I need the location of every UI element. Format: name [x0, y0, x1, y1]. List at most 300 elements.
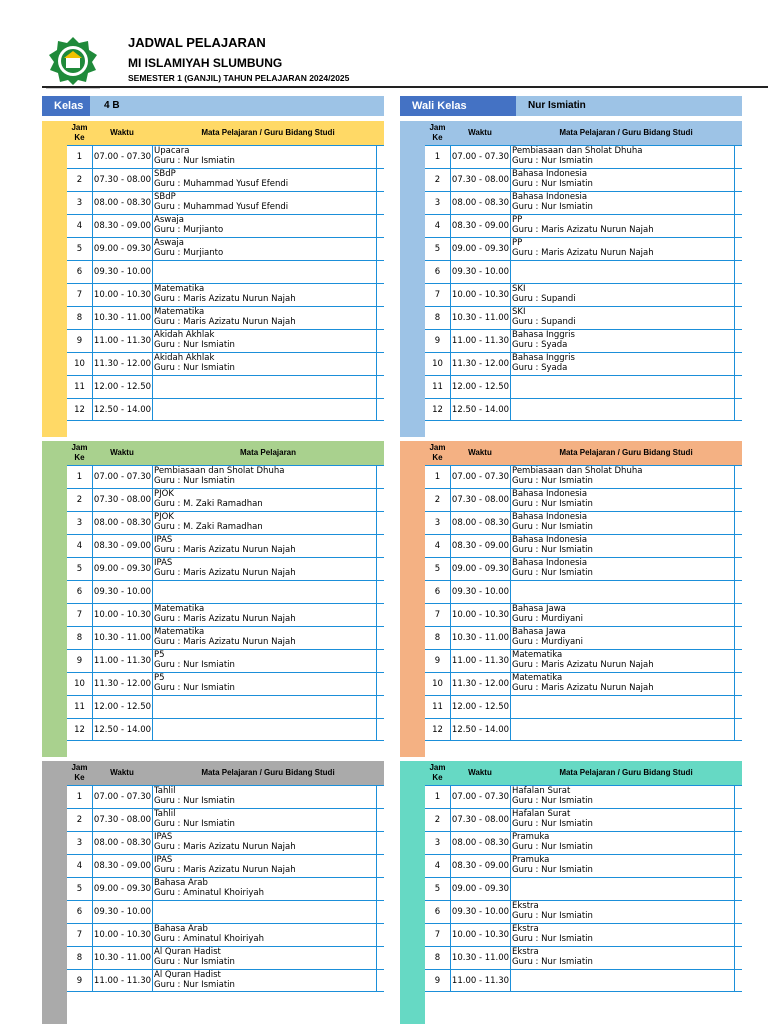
teacher-name: Guru : Nur Ismiatin [512, 568, 593, 578]
teacher-name: Guru : Murdiyani [512, 637, 583, 647]
subject-cell [152, 284, 377, 306]
panel-color-strip [400, 441, 425, 757]
teacher-name: Guru : Murjianto [154, 225, 224, 235]
teacher-name: Guru : Maris Azizatu Nurun Najah [154, 842, 296, 852]
subject-cell [152, 215, 377, 237]
teacher-name: Guru : Nur Ismiatin [512, 865, 593, 875]
header-waktu: Waktu [110, 128, 134, 137]
period-number: 6 [434, 267, 441, 277]
subject-cell [152, 169, 377, 191]
table-row [425, 352, 742, 375]
table-row [67, 465, 384, 488]
period-time: 10.00 - 10.30 [92, 284, 152, 306]
period-number: 3 [434, 198, 441, 208]
teacher-name: Guru : Nur Ismiatin [512, 842, 593, 852]
period-time: 07.00 - 07.30 [92, 466, 152, 488]
table-row [67, 398, 384, 421]
period-time: 08.30 - 09.00 [92, 855, 152, 877]
period-number: 12 [74, 725, 85, 735]
period-time: 11.30 - 12.00 [92, 673, 152, 695]
table-row [425, 900, 742, 923]
period-number: 8 [434, 313, 441, 323]
subject-cell [152, 696, 377, 718]
table-row [67, 306, 384, 329]
period-time: 07.00 - 07.30 [92, 146, 152, 168]
header-mata-pelajaran: Mata Pelajaran [239, 448, 297, 457]
table-row [67, 946, 384, 969]
period-time: 09.00 - 09.30 [92, 238, 152, 260]
period-time: 07.30 - 08.00 [92, 169, 152, 191]
table-row [67, 718, 384, 741]
wali-value: Nur Ismiatin [528, 100, 586, 111]
period-number: 6 [76, 907, 83, 917]
teacher-name: Guru : Muhammad Yusuf Efendi [154, 179, 289, 189]
table-body [67, 465, 384, 741]
subject-name: Bahasa Arab [154, 924, 208, 934]
subject-cell [152, 832, 377, 854]
table-row [425, 306, 742, 329]
subject-cell [510, 512, 735, 534]
teacher-name: Guru : M. Zaki Ramadhan [154, 499, 263, 509]
subject-cell [152, 353, 377, 375]
subject-cell [152, 627, 377, 649]
period-time: 09.00 - 09.30 [450, 878, 510, 900]
subject-name: IPAS [154, 535, 173, 545]
period-time: 08.00 - 08.30 [92, 832, 152, 854]
subject-cell [510, 696, 735, 718]
table-row [67, 375, 384, 398]
subject-name: Upacara [154, 146, 190, 156]
subject-cell [510, 924, 735, 946]
period-number: 7 [434, 290, 441, 300]
subject-cell [510, 786, 735, 808]
table-header [67, 441, 384, 465]
header-waktu: Waktu [468, 448, 492, 457]
teacher-name: Guru : Nur Ismiatin [512, 796, 593, 806]
period-number: 11 [432, 702, 443, 712]
table-row [67, 785, 384, 808]
teacher-name: Guru : Maris Azizatu Nurun Najah [512, 683, 654, 693]
table-body [67, 785, 384, 992]
period-number: 2 [76, 175, 83, 185]
period-number: 1 [434, 472, 441, 482]
table-row [425, 283, 742, 306]
header-mata-pelajaran: Mata Pelajaran / Guru Bidang Studi [559, 448, 693, 457]
period-time: 11.00 - 11.30 [450, 330, 510, 352]
subject-cell [152, 146, 377, 168]
subject-cell [152, 970, 377, 992]
period-time: 09.00 - 09.30 [450, 238, 510, 260]
teacher-name: Guru : Muhammad Yusuf Efendi [154, 202, 289, 212]
subject-cell [510, 673, 735, 695]
subject-name: P5 [154, 650, 165, 660]
subject-cell [152, 535, 377, 557]
teacher-name: Guru : Nur Ismiatin [512, 476, 593, 486]
period-number: 1 [76, 472, 83, 482]
period-time: 10.00 - 10.30 [92, 604, 152, 626]
period-time: 10.00 - 10.30 [92, 924, 152, 946]
table-row [67, 168, 384, 191]
header-waktu: Waktu [110, 768, 134, 777]
subject-name: Tahlil [154, 809, 176, 819]
subject-name: P5 [154, 673, 165, 683]
period-time: 08.00 - 08.30 [450, 192, 510, 214]
table-row [425, 168, 742, 191]
subject-cell [510, 947, 735, 969]
subject-cell [152, 330, 377, 352]
panel-color-strip [42, 761, 67, 1024]
teacher-name: Guru : Nur Ismiatin [512, 499, 593, 509]
header-jam-ke: Jam Ke [429, 443, 446, 462]
subject-cell [510, 307, 735, 329]
period-number: 8 [434, 953, 441, 963]
table-row [425, 854, 742, 877]
teacher-name: Guru : Syada [512, 340, 568, 350]
semester-info: SEMESTER 1 (GANJIL) TAHUN PELAJARAN 2024/2025 [128, 73, 350, 83]
table-row [425, 214, 742, 237]
period-number: 2 [434, 175, 441, 185]
subject-cell [510, 970, 735, 992]
period-number: 11 [432, 382, 443, 392]
subject-name: Al Quran Hadist [154, 970, 221, 980]
subject-cell [510, 261, 735, 283]
subject-cell [152, 261, 377, 283]
table-row [425, 718, 742, 741]
period-time: 07.30 - 08.00 [450, 489, 510, 511]
header-jam-ke: Jam Ke [71, 443, 88, 462]
period-number: 9 [76, 976, 83, 986]
period-time: 11.00 - 11.30 [92, 650, 152, 672]
period-number: 1 [434, 792, 441, 802]
table-row [67, 969, 384, 992]
table-row [425, 672, 742, 695]
period-number: 4 [76, 541, 83, 551]
table-row [67, 626, 384, 649]
subject-cell [510, 399, 735, 421]
period-number: 2 [76, 495, 83, 505]
period-number: 1 [76, 792, 83, 802]
period-number: 4 [434, 221, 441, 231]
kelas-value: 4 B [104, 100, 120, 111]
subject-cell [510, 353, 735, 375]
period-number: 5 [76, 884, 83, 894]
subject-cell [510, 719, 735, 741]
period-number: 1 [434, 152, 441, 162]
subject-name: IPAS [154, 832, 173, 842]
period-time: 09.00 - 09.30 [92, 878, 152, 900]
period-time: 12.50 - 14.00 [450, 399, 510, 421]
table-row [425, 260, 742, 283]
subject-name: Pramuka [512, 855, 550, 865]
period-number: 3 [76, 198, 83, 208]
period-number: 7 [434, 610, 441, 620]
period-time: 10.30 - 11.00 [450, 947, 510, 969]
teacher-name: Guru : Nur Ismiatin [154, 340, 235, 350]
period-time: 11.00 - 11.30 [450, 650, 510, 672]
teacher-name: Guru : Nur Ismiatin [512, 179, 593, 189]
teacher-name: Guru : Nur Ismiatin [154, 363, 235, 373]
table-row [67, 695, 384, 718]
subject-name: Matematika [154, 627, 205, 637]
header-waktu: Waktu [468, 768, 492, 777]
teacher-name: Guru : M. Zaki Ramadhan [154, 522, 263, 532]
subject-name: IPAS [154, 558, 173, 568]
subject-cell [152, 901, 377, 923]
table-row [425, 237, 742, 260]
period-time: 08.00 - 08.30 [450, 832, 510, 854]
period-time: 09.00 - 09.30 [450, 558, 510, 580]
panel-color-strip [400, 121, 425, 437]
subject-name: Pembiasaan dan Sholat Dhuha [154, 466, 285, 476]
teacher-name: Guru : Nur Ismiatin [154, 980, 235, 990]
period-time: 09.30 - 10.00 [450, 901, 510, 923]
subject-cell [152, 238, 377, 260]
teacher-name: Guru : Syada [512, 363, 568, 373]
period-number: 9 [434, 656, 441, 666]
teacher-name: Guru : Aminatul Khoiriyah [154, 888, 264, 898]
table-row [67, 352, 384, 375]
period-time: 12.50 - 14.00 [450, 719, 510, 741]
subject-name: Matematika [154, 284, 205, 294]
period-time: 10.00 - 10.30 [450, 284, 510, 306]
period-time: 10.30 - 11.00 [92, 947, 152, 969]
table-row [67, 511, 384, 534]
period-time: 11.00 - 11.30 [450, 970, 510, 992]
table-row [67, 580, 384, 603]
period-number: 4 [434, 861, 441, 871]
subject-name: PP [512, 238, 523, 248]
subject-cell [152, 307, 377, 329]
subject-cell [510, 169, 735, 191]
header-jam-ke: Jam Ke [71, 763, 88, 782]
period-time: 08.30 - 09.00 [92, 215, 152, 237]
teacher-name: Guru : Maris Azizatu Nurun Najah [154, 865, 296, 875]
header-mata-pelajaran: Mata Pelajaran / Guru Bidang Studi [559, 768, 693, 777]
subject-cell [152, 650, 377, 672]
period-time: 10.30 - 11.00 [450, 307, 510, 329]
period-number: 3 [434, 838, 441, 848]
subject-cell [152, 489, 377, 511]
subject-cell [152, 878, 377, 900]
period-number: 6 [76, 267, 83, 277]
subject-name: Pramuka [512, 832, 550, 842]
teacher-name: Guru : Maris Azizatu Nurun Najah [154, 317, 296, 327]
header-waktu: Waktu [468, 128, 492, 137]
kelas-bar [42, 96, 384, 116]
period-time: 09.30 - 10.00 [450, 261, 510, 283]
period-number: 4 [76, 221, 83, 231]
period-number: 3 [76, 838, 83, 848]
table-row [425, 649, 742, 672]
teacher-name: Guru : Nur Ismiatin [512, 156, 593, 166]
period-time: 10.30 - 11.00 [450, 627, 510, 649]
period-number: 2 [434, 815, 441, 825]
period-number: 2 [76, 815, 83, 825]
subject-cell [510, 878, 735, 900]
period-number: 12 [432, 725, 443, 735]
teacher-name: Guru : Nur Ismiatin [154, 660, 235, 670]
subject-name: Bahasa Indonesia [512, 535, 588, 545]
teacher-name: Guru : Maris Azizatu Nurun Najah [512, 248, 654, 258]
subject-cell [510, 581, 735, 603]
subject-name: PP [512, 215, 523, 225]
subject-name: Matematika [512, 650, 563, 660]
subject-name: Bahasa Indonesia [512, 169, 588, 179]
subject-cell [510, 558, 735, 580]
period-time: 11.00 - 11.30 [92, 330, 152, 352]
table-row [425, 831, 742, 854]
period-number: 10 [74, 679, 85, 689]
subject-cell [152, 809, 377, 831]
header-jam-ke: Jam Ke [429, 123, 446, 142]
table-row [425, 557, 742, 580]
subject-cell [510, 146, 735, 168]
subject-name: Bahasa Inggris [512, 353, 575, 363]
table-row [425, 534, 742, 557]
header-mata-pelajaran: Mata Pelajaran / Guru Bidang Studi [201, 128, 335, 137]
table-row [425, 808, 742, 831]
table-row [67, 672, 384, 695]
period-number: 9 [76, 336, 83, 346]
header-waktu: Waktu [110, 448, 134, 457]
subject-cell [510, 466, 735, 488]
teacher-name: Guru : Nur Ismiatin [512, 911, 593, 921]
period-time: 10.00 - 10.30 [450, 604, 510, 626]
teacher-name: Guru : Nur Ismiatin [154, 156, 235, 166]
period-number: 1 [76, 152, 83, 162]
table-row [425, 375, 742, 398]
period-time: 11.30 - 12.00 [92, 353, 152, 375]
period-time: 09.30 - 10.00 [92, 581, 152, 603]
teacher-name: Guru : Maris Azizatu Nurun Najah [154, 294, 296, 304]
period-number: 11 [74, 702, 85, 712]
panel-color-strip [42, 441, 67, 757]
period-time: 12.00 - 12.50 [450, 696, 510, 718]
subject-cell [152, 855, 377, 877]
subject-name: Ekstra [512, 901, 539, 911]
subject-name: Ekstra [512, 924, 539, 934]
subject-cell [510, 376, 735, 398]
period-time: 12.50 - 14.00 [92, 399, 152, 421]
table-row [67, 557, 384, 580]
period-time: 08.00 - 08.30 [92, 192, 152, 214]
period-time: 10.30 - 11.00 [92, 307, 152, 329]
period-number: 12 [74, 405, 85, 415]
teacher-name: Guru : Supandi [512, 317, 576, 327]
school-name: MI ISLAMIYAH SLUMBUNG [128, 56, 283, 70]
subject-name: Matematika [154, 307, 205, 317]
table-row [425, 191, 742, 214]
period-number: 9 [76, 656, 83, 666]
table-body [425, 465, 742, 741]
teacher-name: Guru : Nur Ismiatin [512, 934, 593, 944]
table-body [425, 785, 742, 992]
subject-cell [152, 604, 377, 626]
teacher-name: Guru : Nur Ismiatin [512, 202, 593, 212]
subject-cell [510, 238, 735, 260]
subject-cell [152, 192, 377, 214]
table-row [67, 260, 384, 283]
table-row [67, 877, 384, 900]
subject-cell [152, 558, 377, 580]
teacher-name: Guru : Nur Ismiatin [512, 957, 593, 967]
subject-name: SBdP [154, 192, 176, 202]
subject-name: Aswaja [154, 215, 184, 225]
subject-name: Bahasa Jawa [512, 627, 566, 637]
table-header [67, 121, 384, 145]
subject-cell [510, 192, 735, 214]
subject-name: Ekstra [512, 947, 539, 957]
table-header [425, 761, 742, 785]
header-mata-pelajaran: Mata Pelajaran / Guru Bidang Studi [559, 128, 693, 137]
subject-cell [152, 924, 377, 946]
table-row [67, 808, 384, 831]
period-time: 10.30 - 11.00 [92, 627, 152, 649]
teacher-name: Guru : Maris Azizatu Nurun Najah [512, 225, 654, 235]
period-time: 09.30 - 10.00 [92, 261, 152, 283]
period-time: 12.50 - 14.00 [92, 719, 152, 741]
table-row [67, 649, 384, 672]
subject-name: Akidah Akhlak [154, 353, 215, 363]
period-time: 07.00 - 07.30 [450, 146, 510, 168]
subject-name: IPAS [154, 855, 173, 865]
period-number: 7 [76, 930, 83, 940]
period-time: 07.00 - 07.30 [450, 786, 510, 808]
table-row [425, 695, 742, 718]
teacher-name: Guru : Nur Ismiatin [154, 476, 235, 486]
period-number: 3 [434, 518, 441, 528]
period-number: 5 [434, 244, 441, 254]
table-row [67, 214, 384, 237]
period-time: 07.30 - 08.00 [92, 489, 152, 511]
subject-cell [510, 604, 735, 626]
teacher-name: Guru : Nur Ismiatin [154, 683, 235, 693]
table-row [425, 580, 742, 603]
table-row [67, 603, 384, 626]
period-time: 09.30 - 10.00 [92, 901, 152, 923]
subject-name: Pembiasaan dan Sholat Dhuha [512, 146, 643, 156]
teacher-name: Guru : Aminatul Khoiriyah [154, 934, 264, 944]
subject-cell [152, 376, 377, 398]
header-mata-pelajaran: Mata Pelajaran / Guru Bidang Studi [201, 768, 335, 777]
table-row [67, 900, 384, 923]
period-number: 5 [76, 564, 83, 574]
panel-color-strip [400, 761, 425, 1024]
period-time: 08.30 - 09.00 [450, 855, 510, 877]
subject-name: Matematika [154, 604, 205, 614]
table-row [67, 329, 384, 352]
subject-name: SKI [512, 284, 526, 294]
table-header [425, 441, 742, 465]
school-logo-icon [48, 36, 98, 86]
table-row [425, 603, 742, 626]
table-row [425, 877, 742, 900]
header-divider [42, 86, 768, 88]
subject-name: Al Quran Hadist [154, 947, 221, 957]
panel-color-strip [42, 121, 67, 437]
header-jam-ke: Jam Ke [71, 123, 88, 142]
teacher-name: Guru : Nur Ismiatin [512, 819, 593, 829]
teacher-name: Guru : Maris Azizatu Nurun Najah [154, 568, 296, 578]
teacher-name: Guru : Nur Ismiatin [512, 522, 593, 532]
subject-name: Bahasa Indonesia [512, 489, 588, 499]
period-number: 3 [76, 518, 83, 528]
subject-cell [152, 786, 377, 808]
period-number: 5 [434, 884, 441, 894]
period-time: 11.00 - 11.30 [92, 970, 152, 992]
subject-name: Bahasa Jawa [512, 604, 566, 614]
period-number: 6 [434, 587, 441, 597]
